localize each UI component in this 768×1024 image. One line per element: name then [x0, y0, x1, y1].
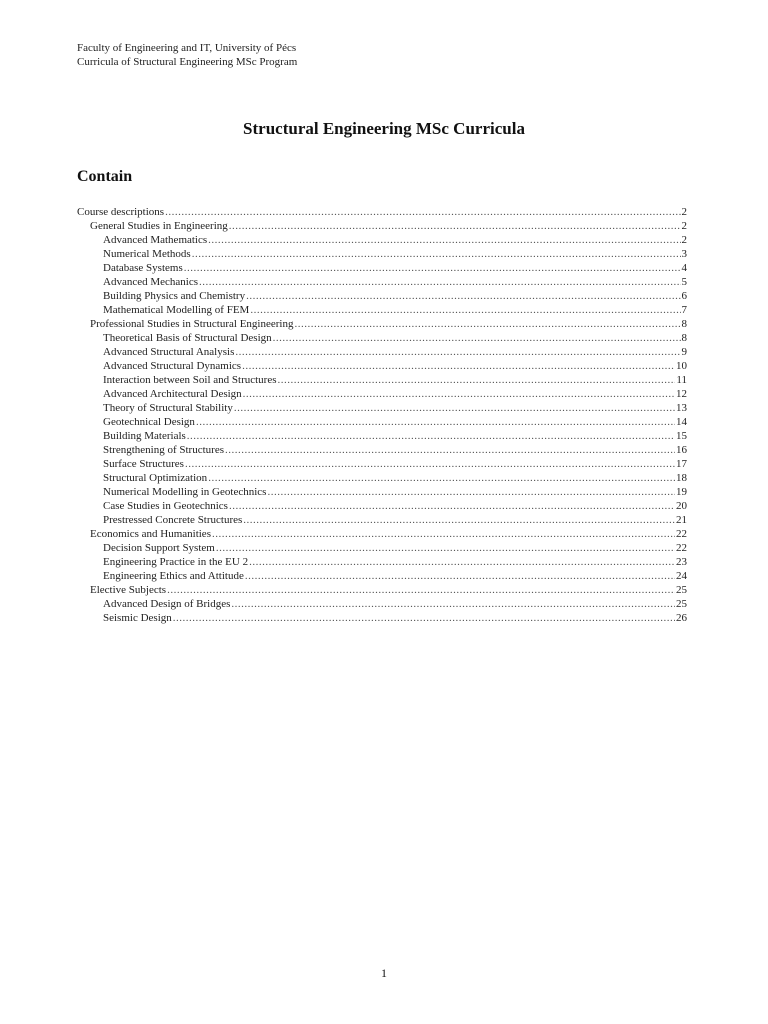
toc-entry-page: 11 [676, 374, 687, 386]
toc-entry-label: Theoretical Basis of Structural Design [103, 332, 272, 344]
page-header [77, 41, 297, 69]
toc-dot-leader [243, 513, 675, 527]
toc-dot-leader [187, 429, 675, 443]
toc-entry[interactable] [77, 597, 687, 611]
toc-dot-leader [167, 583, 675, 597]
toc-entry-label: Professional Studies in Structural Engineering [90, 318, 294, 330]
toc-entry-page: 12 [676, 388, 687, 400]
toc-entry-page: 8 [681, 332, 687, 344]
toc-entry-page: 17 [676, 458, 687, 470]
toc-dot-leader [173, 611, 675, 625]
toc-entry-label: Decision Support System [103, 542, 215, 554]
toc-dot-leader [273, 331, 681, 345]
toc-entry-page: 15 [676, 430, 687, 442]
toc-dot-leader [231, 597, 675, 611]
toc-entry[interactable] [77, 387, 687, 401]
toc-entry[interactable] [77, 513, 687, 527]
toc-entry-page: 5 [681, 276, 687, 288]
toc-entry-page: 22 [676, 528, 687, 540]
toc-entry[interactable] [77, 373, 687, 387]
toc-entry[interactable] [77, 359, 687, 373]
toc-entry[interactable] [77, 555, 687, 569]
toc-dot-leader [208, 233, 680, 247]
toc-dot-leader [225, 443, 675, 457]
toc-entry[interactable] [77, 457, 687, 471]
toc-dot-leader [234, 401, 675, 415]
toc-entry-label: Database Systems [103, 262, 183, 274]
toc-entry-label: Advanced Architectural Design [103, 388, 242, 400]
toc-entry-page: 2 [681, 220, 687, 232]
toc-entry-page: 19 [676, 486, 687, 498]
toc-dot-leader [243, 387, 675, 401]
toc-entry[interactable] [77, 569, 687, 583]
toc-dot-leader [249, 555, 675, 569]
toc-dot-leader [212, 527, 675, 541]
toc-entry[interactable] [77, 317, 687, 331]
toc-dot-leader [267, 485, 675, 499]
toc-entry-page: 9 [681, 346, 687, 358]
toc-entry-label: Advanced Structural Dynamics [103, 360, 242, 372]
toc-entry[interactable] [77, 471, 687, 485]
toc-entry-page: 20 [676, 500, 687, 512]
toc-dot-leader [235, 345, 680, 359]
toc-entry[interactable] [77, 499, 687, 513]
toc-entry-page: 24 [676, 570, 687, 582]
toc-dot-leader [216, 541, 675, 555]
toc-dot-leader [184, 261, 681, 275]
toc-entry-page: 8 [681, 318, 687, 330]
toc-dot-leader [242, 359, 675, 373]
toc-entry[interactable] [77, 401, 687, 415]
toc-entry-page: 16 [676, 444, 687, 456]
toc-entry[interactable] [77, 233, 687, 247]
toc-entry-page: 14 [676, 416, 687, 428]
toc-entry-page: 18 [676, 472, 687, 484]
toc-entry-label: General Studies in Engineering [90, 220, 228, 232]
toc-entry-page: 2 [681, 206, 687, 218]
contents-heading: Contain [77, 168, 133, 185]
toc-entry-page: 10 [676, 360, 687, 372]
document-title: Structural Engineering MSc Curricula [243, 119, 525, 138]
toc-entry[interactable] [77, 275, 687, 289]
toc-entry[interactable] [77, 261, 687, 275]
toc-entry-label: Theory of Structural Stability [103, 402, 233, 414]
toc-entry-page: 21 [676, 514, 687, 526]
toc-entry-page: 6 [681, 290, 687, 302]
toc-entry-page: 7 [681, 304, 687, 316]
toc-dot-leader [199, 275, 681, 289]
toc-entry[interactable] [77, 443, 687, 457]
toc-entry-page: 25 [676, 598, 687, 610]
toc-entry-label: Building Physics and Chemistry [103, 290, 246, 302]
toc-entry[interactable] [77, 541, 687, 555]
toc-dot-leader [208, 471, 675, 485]
toc-entry-page: 22 [676, 542, 687, 554]
toc-entry-label: Geotechnical Design [103, 416, 195, 428]
toc-entry[interactable] [77, 247, 687, 261]
toc-entry-label: Advanced Mechanics [103, 276, 198, 288]
toc-entry-label: Case Studies in Geotechnics [103, 500, 228, 512]
toc-entry[interactable] [77, 345, 687, 359]
toc-dot-leader [245, 569, 675, 583]
toc-entry-page: 3 [681, 248, 687, 260]
toc-entry-label: Economics and Humanities [90, 528, 211, 540]
toc-entry-label: Interaction between Soil and Structures [103, 374, 277, 386]
toc-entry-label: Prestressed Concrete Structures [103, 514, 243, 526]
toc-entry[interactable] [77, 583, 687, 597]
toc-entry-label: Elective Subjects [90, 584, 167, 596]
toc-dot-leader [246, 289, 680, 303]
header-line-program: Curricula of Structural Engineering MSc Program [77, 56, 298, 68]
toc-entry-label: Seismic Design [103, 612, 172, 624]
toc-entry-page: 23 [676, 556, 687, 568]
toc-entry-label: Advanced Structural Analysis [103, 346, 235, 358]
table-of-contents [77, 205, 687, 625]
toc-dot-leader [278, 373, 676, 387]
toc-entry-label: Engineering Ethics and Attitude [103, 570, 244, 582]
toc-entry[interactable] [77, 527, 687, 541]
toc-entry[interactable] [77, 415, 687, 429]
toc-entry[interactable] [77, 289, 687, 303]
toc-entry[interactable] [77, 303, 687, 317]
toc-entry-label: Advanced Mathematics [103, 234, 208, 246]
header-line-institution: Faculty of Engineering and IT, University of Pécs [77, 42, 297, 54]
toc-entry-label: Course descriptions [77, 206, 165, 218]
toc-dot-leader [196, 415, 675, 429]
toc-entry-label: Numerical Methods [103, 248, 191, 260]
toc-dot-leader [192, 247, 681, 261]
toc-entry-label: Surface Structures [103, 458, 184, 470]
toc-entry-label: Engineering Practice in the EU 2 [103, 556, 249, 568]
toc-entry[interactable] [77, 331, 687, 345]
toc-entry-label: Advanced Design of Bridges [103, 598, 231, 610]
toc-entry-label: Building Materials [103, 430, 186, 442]
toc-entry[interactable] [77, 205, 687, 219]
toc-entry-label: Structural Optimization [103, 472, 208, 484]
toc-entry[interactable] [77, 219, 687, 233]
toc-entry-page: 4 [681, 262, 687, 274]
toc-entry-page: 25 [676, 584, 687, 596]
page-number: 1 [381, 966, 387, 980]
toc-entry-page: 13 [676, 402, 687, 414]
toc-entry-page: 2 [681, 234, 687, 246]
toc-entry[interactable] [77, 485, 687, 499]
toc-dot-leader [250, 303, 680, 317]
toc-entry[interactable] [77, 611, 687, 625]
toc-entry-label: Strengthening of Structures [103, 444, 224, 456]
toc-entry[interactable] [77, 429, 687, 443]
toc-dot-leader [165, 205, 680, 219]
toc-entry-page: 26 [676, 612, 687, 624]
toc-entry-label: Mathematical Modelling of FEM [103, 304, 250, 316]
toc-dot-leader [294, 317, 680, 331]
toc-dot-leader [185, 457, 675, 471]
toc-dot-leader [229, 499, 675, 513]
toc-entry-label: Numerical Modelling in Geotechnics [103, 486, 267, 498]
toc-dot-leader [229, 219, 681, 233]
